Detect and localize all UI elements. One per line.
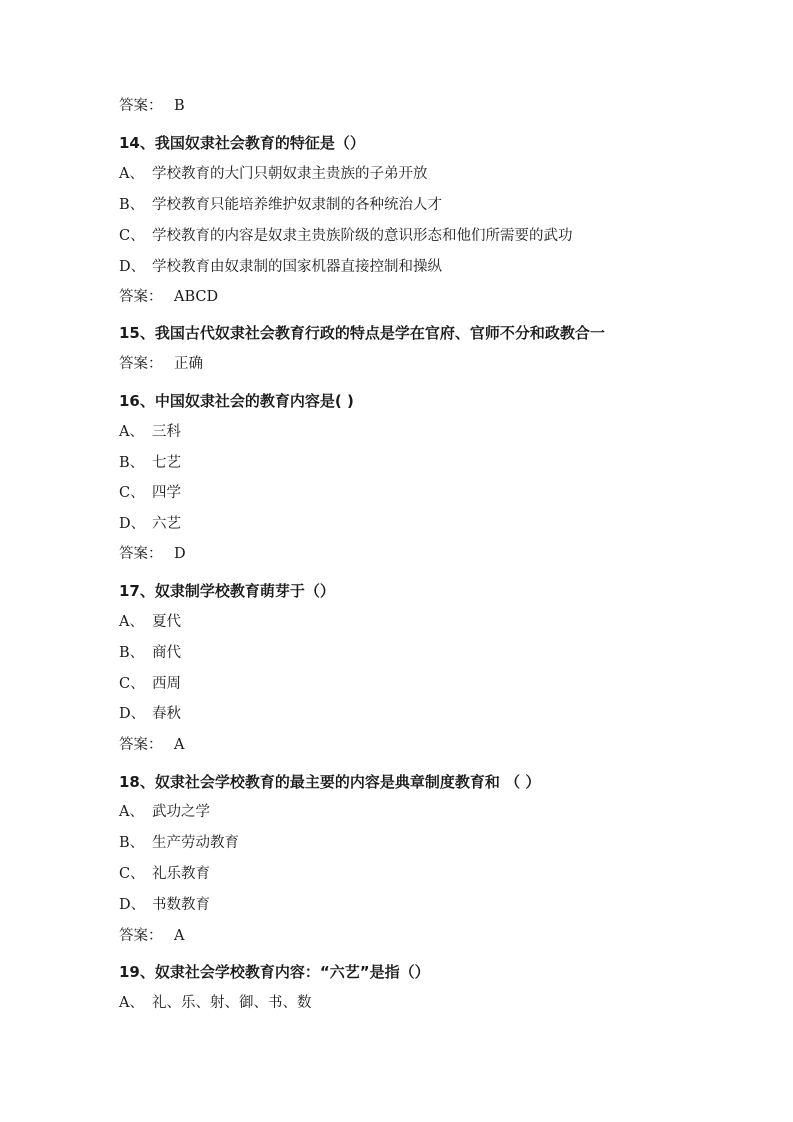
option-letter: A、 [119, 804, 144, 820]
option-text: 学校教育只能培养维护奴隶制的各种统治人才 [152, 197, 442, 213]
question-15: 15、我国古代奴隶社会教育行政的特点是学在官府、官师不分和政教合一 [119, 324, 605, 342]
option-line [119, 895, 210, 915]
option-letter: D、 [119, 259, 146, 275]
answer-label: 答案： [119, 289, 163, 305]
answer-value: ABCD [174, 289, 219, 305]
answer-value: 正确 [174, 356, 203, 372]
answer-line [119, 735, 184, 755]
option-text: 生产劳动教育 [152, 835, 239, 851]
option-letter: B、 [119, 835, 145, 851]
option-line [119, 643, 181, 663]
option-line [119, 422, 181, 442]
option-letter: C、 [119, 485, 145, 501]
question-16: 16、中国奴隶社会的教育内容是( ) [119, 392, 354, 410]
answer-line [119, 287, 218, 307]
option-letter: B、 [119, 197, 145, 213]
answer-label: 答案： [119, 928, 163, 944]
option-letter: A、 [119, 995, 144, 1011]
option-text: 夏代 [152, 614, 181, 630]
question-14: 14、我国奴隶社会教育的特征是（） [119, 134, 365, 152]
answer-value: A [174, 737, 185, 753]
option-text: 七艺 [152, 455, 181, 471]
option-text: 商代 [152, 645, 181, 661]
option-text: 学校教育由奴隶制的国家机器直接控制和操纵 [152, 259, 442, 275]
option-line [119, 802, 210, 822]
option-text: 西周 [152, 676, 181, 692]
option-line [119, 704, 181, 724]
option-letter: B、 [119, 645, 145, 661]
answer-label: 答案： [119, 737, 163, 753]
answer-line [119, 354, 203, 374]
option-line [119, 514, 181, 534]
option-letter: A、 [119, 166, 144, 182]
answer-value: B [174, 98, 185, 114]
option-line [119, 612, 181, 632]
option-text: 学校教育的大门只朝奴隶主贵族的子弟开放 [152, 166, 428, 182]
option-text: 学校教育的内容是奴隶主贵族阶级的意识形态和他们所需要的武功 [152, 228, 573, 244]
option-text: 四学 [152, 485, 181, 501]
answer-value: D [174, 546, 186, 562]
option-letter: C、 [119, 676, 145, 692]
option-text: 书数教育 [152, 897, 210, 913]
option-letter: B、 [119, 455, 145, 471]
option-line [119, 164, 428, 184]
option-text: 春秋 [152, 706, 181, 722]
question-18: 18、奴隶社会学校教育的最主要的内容是典章制度教育和 （ ） [119, 773, 541, 791]
option-letter: A、 [119, 614, 144, 630]
option-letter: C、 [119, 228, 145, 244]
option-line [119, 483, 181, 503]
option-text: 六艺 [152, 516, 181, 532]
question-19: 19、奴隶社会学校教育内容：“六艺”是指（） [119, 963, 430, 981]
option-letter: D、 [119, 516, 146, 532]
answer-label: 答案： [119, 98, 163, 114]
option-text: 武功之学 [152, 804, 210, 820]
option-line [119, 864, 210, 884]
answer-label: 答案： [119, 356, 163, 372]
option-text: 三科 [152, 424, 181, 440]
option-letter: D、 [119, 706, 146, 722]
option-letter: A、 [119, 424, 144, 440]
answer-value: A [174, 928, 185, 944]
answer-line [119, 926, 184, 946]
option-line [119, 195, 442, 215]
option-line [119, 674, 181, 694]
answer-line [119, 544, 186, 564]
option-letter: D、 [119, 897, 146, 913]
answer-line [119, 96, 185, 116]
question-17: 17、奴隶制学校教育萌芽于（） [119, 582, 335, 600]
option-letter: C、 [119, 866, 145, 882]
option-text: 礼乐教育 [152, 866, 210, 882]
answer-label: 答案： [119, 546, 163, 562]
option-line [119, 993, 312, 1013]
option-line [119, 257, 442, 277]
option-line [119, 453, 181, 473]
option-line [119, 226, 573, 246]
option-text: 礼、乐、射、御、书、数 [152, 995, 312, 1011]
option-line [119, 833, 239, 853]
